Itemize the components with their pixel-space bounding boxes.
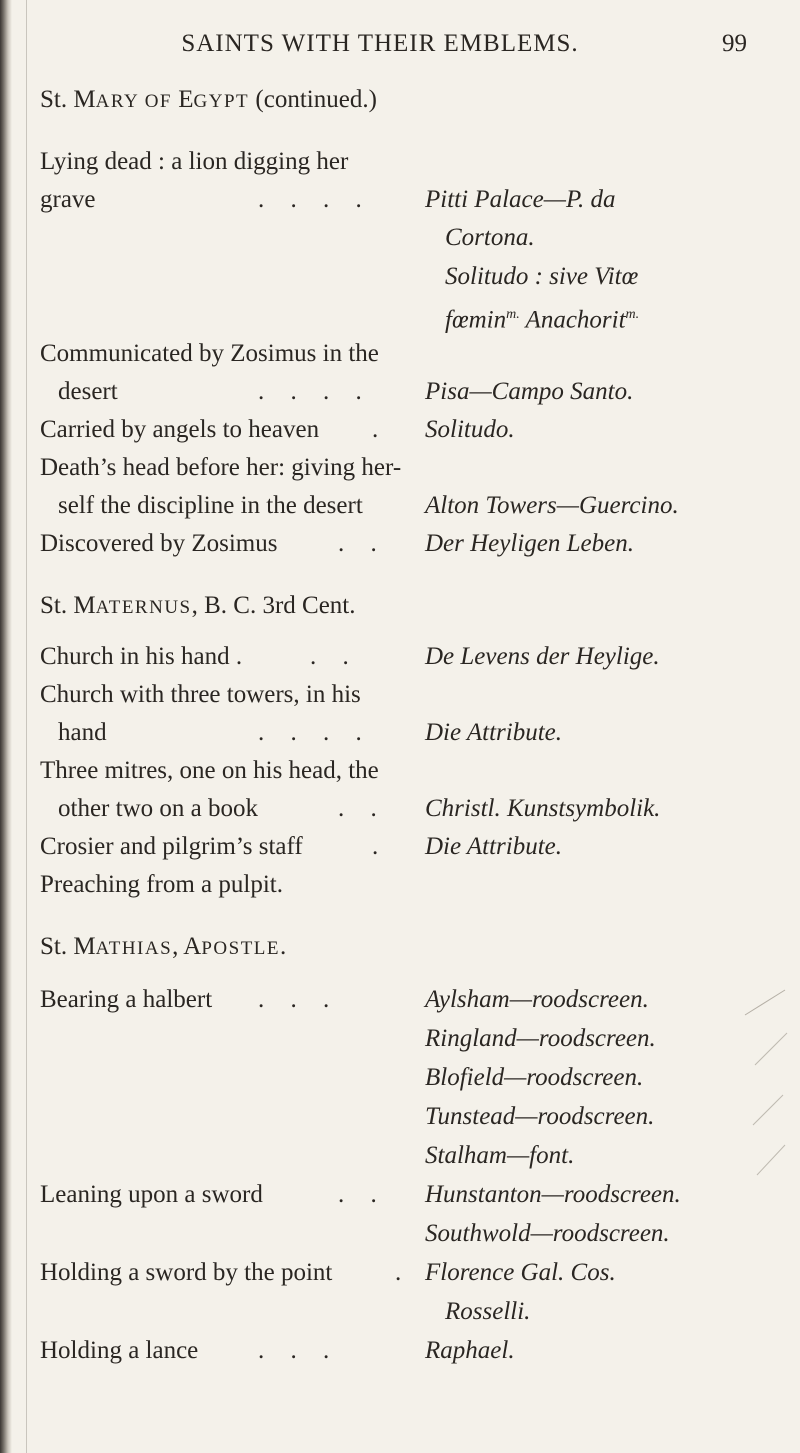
entry-text: Communicated by Zosimus in the bbox=[40, 340, 379, 367]
entry-text: Discovered by Zosimus bbox=[40, 530, 278, 557]
leader-dots: . . bbox=[338, 795, 377, 822]
leader-dots: . . bbox=[310, 643, 349, 670]
leader-dots: . bbox=[372, 416, 379, 443]
entry-text: Preaching from a pulpit. bbox=[40, 871, 283, 898]
entry-text: Holding a lance bbox=[40, 1337, 199, 1364]
page-margin-line bbox=[26, 0, 27, 1453]
entry-text: Bearing a halbert bbox=[40, 986, 213, 1013]
entry-text: Crosier and pilgrim’s staff bbox=[40, 833, 303, 860]
entry-text: Holding a sword by the point bbox=[40, 1259, 333, 1286]
leader-dots: . . . bbox=[258, 1337, 330, 1364]
source-reference: Raphael. bbox=[425, 1337, 515, 1364]
section-heading-mathias: St. MATHIAS, APOSTLE. bbox=[40, 933, 287, 960]
source-reference: Die Attribute. bbox=[425, 833, 563, 860]
entry-text: other two on a book bbox=[58, 795, 258, 822]
entry-text: hand bbox=[58, 719, 107, 746]
leader-dots: . . . . bbox=[258, 186, 362, 213]
source-reference: Rosselli. bbox=[445, 1298, 531, 1325]
source-reference: Christl. Kunstsymbolik. bbox=[425, 795, 661, 822]
entry-text: Lying dead : a lion digging her bbox=[40, 148, 349, 175]
source-reference: Pisa—Campo Santo. bbox=[425, 378, 634, 405]
source-reference: Florence Gal. Cos. bbox=[425, 1259, 616, 1286]
running-head: SAINTS WITH THEIR EMBLEMS. bbox=[181, 30, 579, 57]
source-reference: Solitudo. bbox=[425, 416, 515, 443]
section-heading-maternus: St. MATERNUS, B. C. 3rd Cent. bbox=[40, 592, 356, 619]
source-reference: Pitti Palace—P. da bbox=[425, 186, 616, 213]
source-reference: Southwold—roodscreen. bbox=[425, 1220, 670, 1247]
source-reference: Der Heyligen Leben. bbox=[425, 530, 634, 557]
source-reference: Blofield—roodscreen. bbox=[425, 1064, 644, 1091]
source-reference: Alton Towers—Guercino. bbox=[425, 492, 679, 519]
source-reference: Tunstead—roodscreen. bbox=[425, 1103, 655, 1130]
source-reference: Aylsham—roodscreen. bbox=[425, 986, 649, 1013]
source-reference: fœmin$^{m.}$ Anachorit$^{m.}$ bbox=[445, 306, 640, 334]
leader-dots: . . bbox=[338, 530, 377, 557]
entry-text: grave bbox=[40, 186, 96, 213]
pencil-marks bbox=[735, 985, 795, 1245]
source-reference: Solitudo : sive Vitœ bbox=[445, 263, 639, 290]
leader-dots: . . . . bbox=[258, 378, 362, 405]
page-number: 99 bbox=[722, 30, 747, 57]
source-reference: Stalham—font. bbox=[425, 1142, 575, 1169]
leader-dots: . bbox=[372, 833, 379, 860]
entry-text: Death’s head before her: giving her- bbox=[40, 454, 402, 481]
leader-dots: . bbox=[395, 1259, 402, 1286]
leader-dots: . . . bbox=[258, 986, 330, 1013]
entry-text: Leaning upon a sword bbox=[40, 1181, 263, 1208]
source-reference: Hunstanton—roodscreen. bbox=[425, 1181, 681, 1208]
source-reference: De Levens der Heylige. bbox=[425, 643, 660, 670]
entry-text: Church with three towers, in his bbox=[40, 681, 361, 708]
leader-dots: . . bbox=[338, 1181, 377, 1208]
entry-text: self the discipline in the desert bbox=[58, 492, 363, 519]
source-reference: Die Attribute. bbox=[425, 719, 563, 746]
entry-text: Three mitres, one on his head, the bbox=[40, 757, 379, 784]
entry-text: Carried by angels to heaven bbox=[40, 416, 320, 443]
leader-dots: . . . . bbox=[258, 719, 362, 746]
entry-text: desert bbox=[58, 378, 118, 405]
entry-text: Church in his hand . bbox=[40, 643, 243, 670]
page-gutter-shadow bbox=[0, 0, 12, 1453]
source-reference: Cortona. bbox=[445, 224, 535, 251]
source-reference: Ringland—roodscreen. bbox=[425, 1025, 656, 1052]
section-heading-mary-of-egypt: St. MARY OF EGYPT (continued.) bbox=[40, 86, 377, 113]
